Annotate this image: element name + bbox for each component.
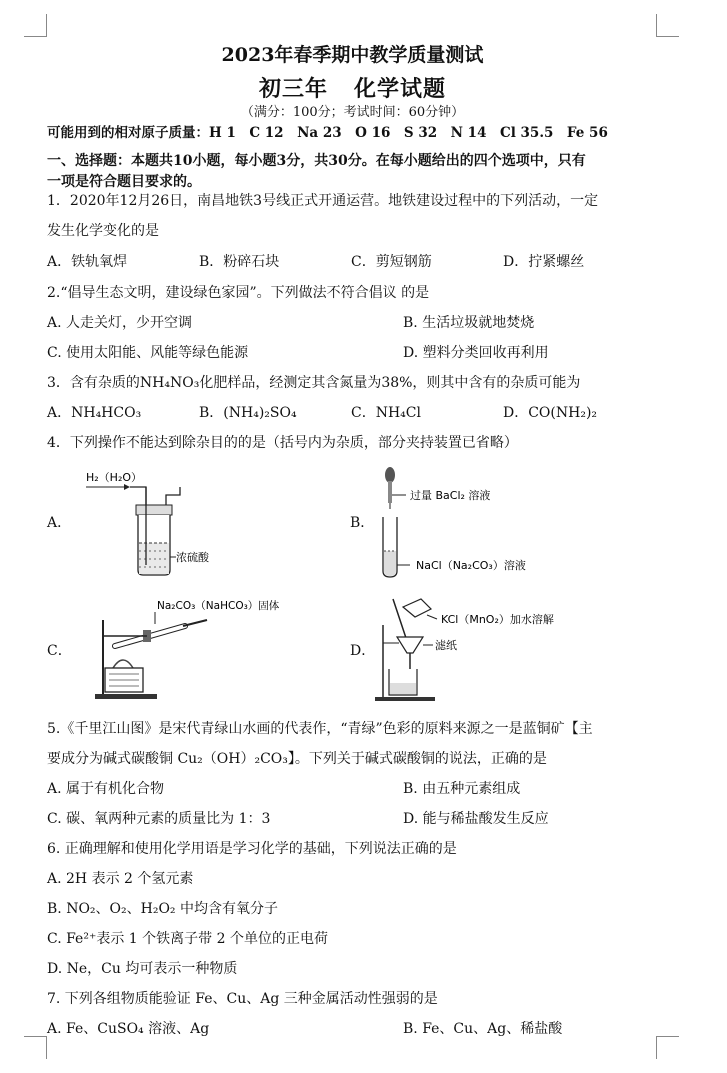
q6-option-c: C. Fe²⁺表示 1 个铁离子带 2 个单位的正电荷	[47, 931, 328, 947]
exam-subtitle	[0, 72, 705, 103]
crop-mark-bottom-left	[24, 1036, 47, 1059]
q5-stem-line2: 要成分为碱式碳酸铜 Cu₂（OH）₂CO₃】。下列关于碱式碳酸铜的说法，正确的是	[47, 751, 547, 767]
crop-mark-bottom-right	[656, 1036, 679, 1059]
q1-option-c: C．剪短钢筋	[351, 254, 432, 270]
figB-solution-label: NaCl（Na₂CO₃）溶液	[416, 559, 526, 572]
grade-label: 初三年	[258, 76, 328, 102]
figA-gas-label: H₂（H₂O）	[86, 471, 143, 484]
q5-option-c: C. 碳、氧两种元素的质量比为 1：3	[47, 811, 271, 827]
section-heading-line1: 一、选择题：本题共10小题，每小题3分，共30分。在每小题给出的四个选项中，只有	[47, 153, 586, 169]
figure-b-test-tube	[370, 463, 570, 583]
q2-option-b: B. 生活垃圾就地焚烧	[403, 315, 535, 331]
q1-option-d: D．拧紧螺丝	[503, 254, 585, 270]
q2-option-c: C. 使用太阳能、风能等绿色能源	[47, 345, 249, 361]
figC-label: Na₂CO₃（NaHCO₃）固体	[157, 600, 280, 612]
q3-option-b: B．(NH₄)₂SO₄	[199, 405, 297, 421]
q3-option-a: A．NH₄HCO₃	[47, 405, 142, 421]
q1-stem-line2: 发生化学变化的是	[47, 223, 159, 239]
q6-option-d: D. Ne，Cu 均可表示一种物质	[47, 961, 238, 977]
q6-option-b: B. NO₂、O₂、H₂O₂ 中均含有氧分子	[47, 901, 278, 917]
subject-label: 化学试题	[354, 76, 447, 102]
figure-c-heating-apparatus	[95, 590, 315, 705]
q4-stem: 4．下列操作不能达到除杂目的的是（括号内为杂质，部分夹持装置已省略）	[47, 435, 518, 451]
atomic-masses: 可能用到的相对原子质量：H 1 C 12 Na 23 O 16 S 32 N 14 Cl 35.5 Fe 56	[47, 125, 608, 141]
exam-meta: （满分：100分；考试时间：60分钟）	[240, 105, 465, 120]
q3-option-d: D．CO(NH₂)₂	[503, 405, 598, 421]
q2-option-a: A. 人走关灯，少开空调	[47, 315, 193, 331]
q5-option-b: B. 由五种元素组成	[403, 781, 521, 797]
figB-reagent-label: 过量 BaCl₂ 溶液	[410, 489, 491, 502]
figure-a-gas-washing-bottle	[80, 465, 260, 580]
q7-stem: 7. 下列各组物质能验证 Fe、Cu、Ag 三种金属活动性强弱的是	[47, 991, 438, 1007]
figure-d-filtration	[375, 595, 585, 705]
q2-stem: 2.“倡导生态文明，建设绿色家园”。下列做法不符合倡议 的是	[47, 285, 430, 301]
q5-option-d: D. 能与稀盐酸发生反应	[403, 811, 549, 827]
q7-option-b: B. Fe、Cu、Ag、稀盐酸	[403, 1021, 563, 1037]
exam-title: 2023年春季期中教学质量测试	[221, 44, 484, 66]
q1-option-b: B．粉碎石块	[199, 254, 280, 270]
q7-option-a: A. Fe、CuSO₄ 溶液、Ag	[47, 1021, 210, 1037]
figD-paper-label: 滤纸	[435, 639, 457, 652]
q4-option-b: B．	[350, 515, 375, 531]
crop-mark-top-left	[24, 14, 47, 37]
q1-stem-line1: 1．2020年12月26日，南昌地铁3号线正式开通运营。地铁建设过程中的下列活动，一定	[47, 193, 599, 209]
figA-liquid-label: 浓硫酸	[176, 551, 209, 564]
section-heading-line2: 一项是符合题目要求的。	[47, 174, 201, 190]
q2-option-d: D. 塑料分类回收再利用	[403, 345, 549, 361]
q3-option-c: C．NH₄Cl	[351, 405, 421, 421]
q4-option-c: C．	[47, 643, 72, 659]
q6-option-a: A. 2H 表示 2 个氢元素	[47, 871, 194, 887]
q3-stem: 3．含有杂质的NH₄NO₃化肥样品，经测定其含氮量为38%，则其中含有的杂质可能为	[47, 375, 581, 391]
crop-mark-top-right	[656, 14, 679, 37]
q4-option-d: D．	[350, 643, 376, 659]
q4-option-a: A．	[47, 515, 72, 531]
figD-reagent-label: KCl（MnO₂）加水溶解	[441, 613, 554, 626]
q1-option-a: A．铁轨氧焊	[47, 254, 128, 270]
q6-stem: 6. 正确理解和使用化学用语是学习化学的基础，下列说法正确的是	[47, 841, 457, 857]
q5-stem-line1: 5.《千里江山图》是宋代青绿山水画的代表作，“青绿”色彩的原料来源之一是蓝铜矿【主	[47, 721, 593, 737]
q5-option-a: A. 属于有机化合物	[47, 781, 165, 797]
